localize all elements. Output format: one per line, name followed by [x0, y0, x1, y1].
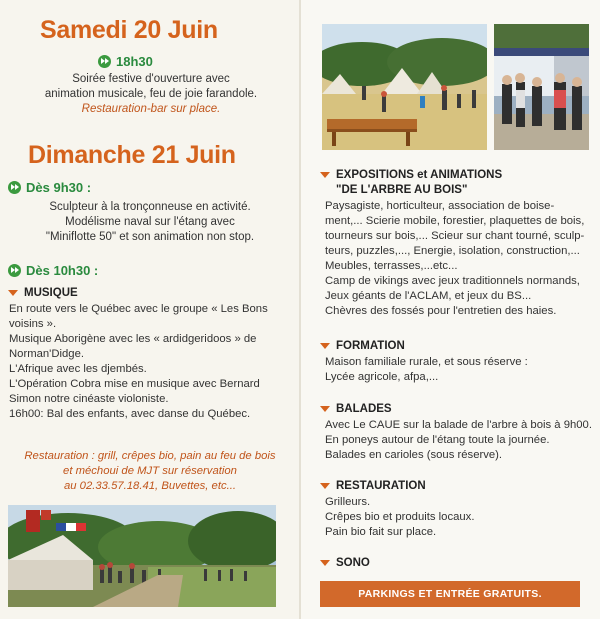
restauration-heading — [320, 480, 426, 492]
balades-text — [325, 418, 597, 463]
sunday-restaurant — [6, 449, 294, 494]
formation-title: FORMATION — [336, 340, 405, 352]
expo-line: tourneurs sur bois,... Scieur sur chant tourné, sculp- — [325, 230, 585, 242]
expositions-subtitle: "DE L'ARBRE AU BOIS" — [336, 184, 468, 196]
musique-line: voisins ». — [9, 318, 57, 330]
formation-line: Lycée agricole, afpa,... — [325, 371, 439, 383]
musique-line: En route vers le Québec avec le groupe « Les Bons — [9, 303, 268, 315]
sunday-title: Dimanche 21 Juin — [28, 141, 236, 169]
musique-heading — [8, 287, 78, 299]
sono-heading — [320, 557, 370, 569]
chevron-down-icon — [320, 406, 331, 413]
time-10h30-label: Dès 10h30 : — [26, 263, 99, 278]
saturday-description — [20, 72, 282, 117]
expositions-title: EXPOSITIONS et ANIMATIONS — [336, 169, 503, 181]
formation-line: Maison familiale rurale, et sous réserve : — [325, 356, 528, 368]
restauration-title: RESTAURATION — [336, 480, 426, 492]
expo-line: Chèvres des fossés pour l'entretien des haies. — [325, 305, 557, 317]
double-arrow-icon — [98, 55, 111, 68]
chevron-down-icon — [320, 483, 331, 490]
time-9h30 — [8, 180, 91, 195]
expo-line: Jeux géants de l'ACLAM, et jeux du BS... — [325, 290, 532, 302]
free-parking-banner: PARKINGS ET ENTRÉE GRATUITS. — [320, 581, 580, 607]
market-crowd-illustration — [494, 24, 589, 150]
chevron-down-icon — [320, 172, 331, 179]
restauration-text — [325, 495, 597, 540]
saturday-time-label: 18h30 — [116, 54, 153, 69]
expo-line: Paysagiste, horticulteur, association de boise- — [325, 200, 555, 212]
saturday-title: Samedi 20 Juin — [40, 16, 218, 44]
musique-title: MUSIQUE — [24, 287, 78, 299]
time-9h30-label: Dès 9h30 : — [26, 180, 92, 195]
restaurant-line: au 02.33.57.18.41, Buvettes, etc... — [63, 480, 237, 492]
expo-line: Meubles, terrasses,...etc... — [325, 260, 458, 272]
musique-line: Musique Aborigène avec les « ardidgeridoos » de — [9, 333, 257, 345]
vikings-camp-photo — [322, 24, 487, 150]
sono-title: SONO — [336, 557, 370, 569]
double-arrow-icon — [8, 181, 21, 194]
double-arrow-icon — [8, 264, 21, 277]
restauration-line: Pain bio fait sur place. — [325, 526, 437, 538]
expo-line: Camp de vikings avec jeux traditionnels normands, — [325, 275, 580, 287]
restauration-line: Grilleurs. — [325, 496, 371, 508]
saturday-line: Soirée festive d'ouverture avec — [72, 73, 230, 85]
vikings-camp-illustration — [322, 24, 487, 150]
expositions-heading — [320, 168, 502, 198]
chevron-down-icon — [320, 343, 331, 350]
balades-title: BALADES — [336, 403, 392, 415]
musique-line: 16h00: Bal des enfants, avec danse du Québec. — [9, 408, 251, 420]
balades-heading — [320, 403, 392, 415]
morning-line: "Miniflotte 50" et son animation non stop. — [45, 231, 255, 243]
saturday-time — [98, 54, 153, 69]
market-crowd-photo — [494, 24, 589, 150]
musique-line: L'Afrique avec les djembés. — [9, 363, 147, 375]
balades-line: Balades en carioles (sous réserve). — [325, 449, 503, 461]
musique-line: Simon notre cinéaste violoniste. — [9, 393, 169, 405]
event-crowd-photo — [8, 505, 276, 607]
expositions-text — [325, 199, 597, 319]
saturday-restaurant: Restauration-bar sur place. — [81, 103, 221, 115]
event-crowd-illustration — [8, 505, 276, 607]
morning-line: Sculpteur à la tronçonneuse en activité. — [49, 201, 251, 213]
morning-line: Modélisme naval sur l'étang avec — [65, 216, 235, 228]
formation-text — [325, 355, 597, 385]
saturday-line: animation musicale, feu de joie farandole. — [44, 88, 258, 100]
musique-line: Norman'Didge. — [9, 348, 84, 360]
expo-line: teurs, puzzles,..., Energie, isolation, construction,... — [325, 245, 580, 257]
chevron-down-icon — [8, 290, 19, 297]
musique-line: L'Opération Cobra mise en musique avec Bernard — [9, 378, 260, 390]
page-fold — [299, 0, 301, 619]
formation-heading — [320, 340, 405, 352]
time-10h30 — [8, 263, 98, 278]
musique-text — [9, 302, 291, 422]
balades-line: Avec Le CAUE sur la balade de l'arbre à bois à 9h00. — [325, 419, 592, 431]
restaurant-line: Restauration : grill, crêpes bio, pain au feu de bois — [24, 450, 276, 462]
expo-line: ment,... Scierie mobile, forestier, plaquettes de bois, — [325, 215, 585, 227]
restaurant-line: et méchoui de MJT sur réservation — [63, 465, 237, 477]
restauration-line: Crêpes bio et produits locaux. — [325, 511, 475, 523]
morning-description — [12, 200, 288, 245]
chevron-down-icon — [320, 560, 331, 567]
balades-line: En poneys autour de l'étang toute la journée. — [325, 434, 550, 446]
